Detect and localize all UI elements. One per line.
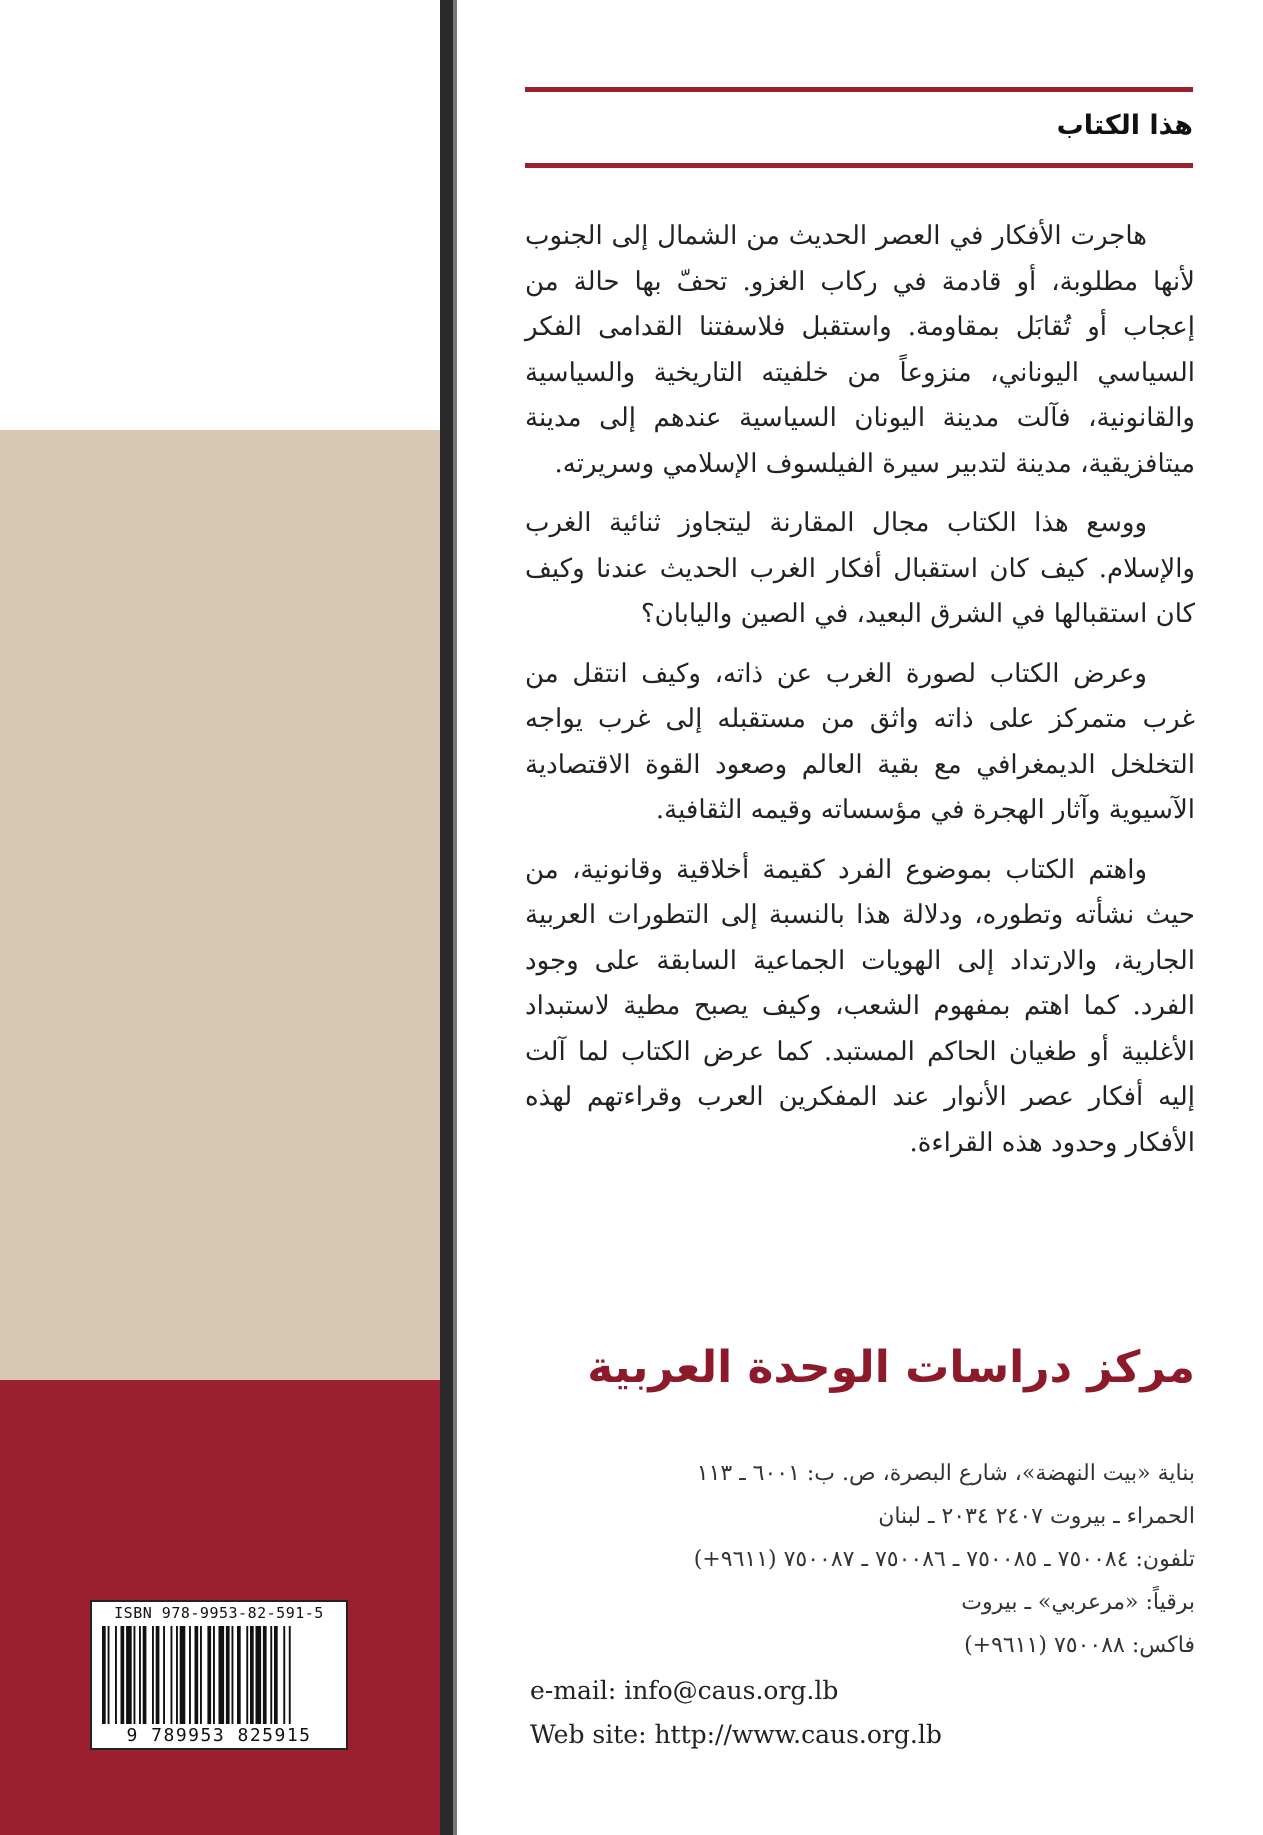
beige-panel [0,430,440,1380]
paragraph: ووسع هذا الكتاب مجال المقارنة ليتجاوز ثنائية الغرب والإسلام. كيف كان استقبال أفكار الغرب الحديث عندنا وكيف كان استقبالها في الشرق البعيد، في الصين واليابان؟ [525,508,1195,629]
spine-divider [440,0,453,1835]
barcode-bars-icon [100,1626,338,1724]
fax-line: فاكس: ٧٥٠٠٨٨ (٩٦١١+) [964,1633,1195,1658]
publisher-name: مركز دراسات الوحدة العربية [587,1342,1195,1393]
address-line-1: بناية «بيت النهضة»، شارع البصرة، ص. ب: ٦٠٠١ ـ ١١٣ [696,1461,1195,1486]
left-white-area [0,0,440,430]
website-link[interactable]: Web site: http://www.caus.org.lb [530,1720,942,1749]
cable-line: برقياً: «مرعربي» ـ بيروت [961,1590,1195,1615]
paragraph: وعرض الكتاب لصورة الغرب عن ذاته، وكيف انتقل من غرب متمركز على ذاته واثق من مستقبله إلى غرب يواجه التخلخل الديمغرافي مع بقية العالم وصعود القوة الاقتصادية الآسيوية وآثار الهجرة في مؤسساته وقيمه الثقافية. [525,658,1195,825]
paragraph: واهتم الكتاب بموضوع الفرد كقيمة أخلاقية وقانونية، من حيث نشأته وتطوره، ودلالة هذا بالنسبة إلى التطورات العربية الجارية، والارتداد إلى الهويات الجماعية السابقة على وجود الفرد. كما اهتم بمفهوم الشعب، وكيف يصبح مطية لاستبداد الأغلبية أو طغيان الحاكم المستبد. كما عرض الكتاب لما آلت إليه أفكار عصر الأنوار عند المفكرين العرب وقراءتهم لهذه الأفكار وحدود هذه القراءة. [525,854,1195,1158]
header-rule-bottom [525,163,1193,168]
phone-line: تلفون: ٧٥٠٠٨٤ ـ ٧٥٠٠٨٥ ـ ٧٥٠٠٨٦ ـ ٧٥٠٠٨٧ (٩٦١١+) [693,1547,1195,1572]
header-rule-top [525,87,1193,92]
blurb-text [525,214,1195,1180]
isbn-label: ISBN 978-9953-82-591-5 [114,1604,324,1622]
email-link[interactable]: e-mail: info@caus.org.lb [530,1676,839,1705]
ean-digits: 9 789953 825915 [126,1725,312,1746]
paragraph: هاجرت الأفكار في العصر الحديث من الشمال إلى الجنوب لأنها مطلوبة، أو قادمة في ركاب الغزو. تحفّ بها حالة من إعجاب أو تُقابَل بمقاومة. واستقبل فلاسفتنا القدامى الفكر السياسي اليوناني، منزوعاً من خلفيته التاريخية والسياسية والقانونية، فآلت مدينة اليونان السياسية عندهم إلى مدينة ميتافزيقية، مدينة لتدبير سيرة الفيلسوف الإسلامي وسريرته. [525,221,1195,479]
publisher-contact [525,1452,1195,1667]
spine-divider-shadow [453,0,457,1835]
section-title: هذا الكتاب [1056,110,1193,141]
address-line-2: الحمراء ـ بيروت ٢٤٠٧ ٢٠٣٤ ـ لبنان [878,1504,1195,1529]
left-panel [0,0,440,1835]
barcode [90,1600,348,1750]
